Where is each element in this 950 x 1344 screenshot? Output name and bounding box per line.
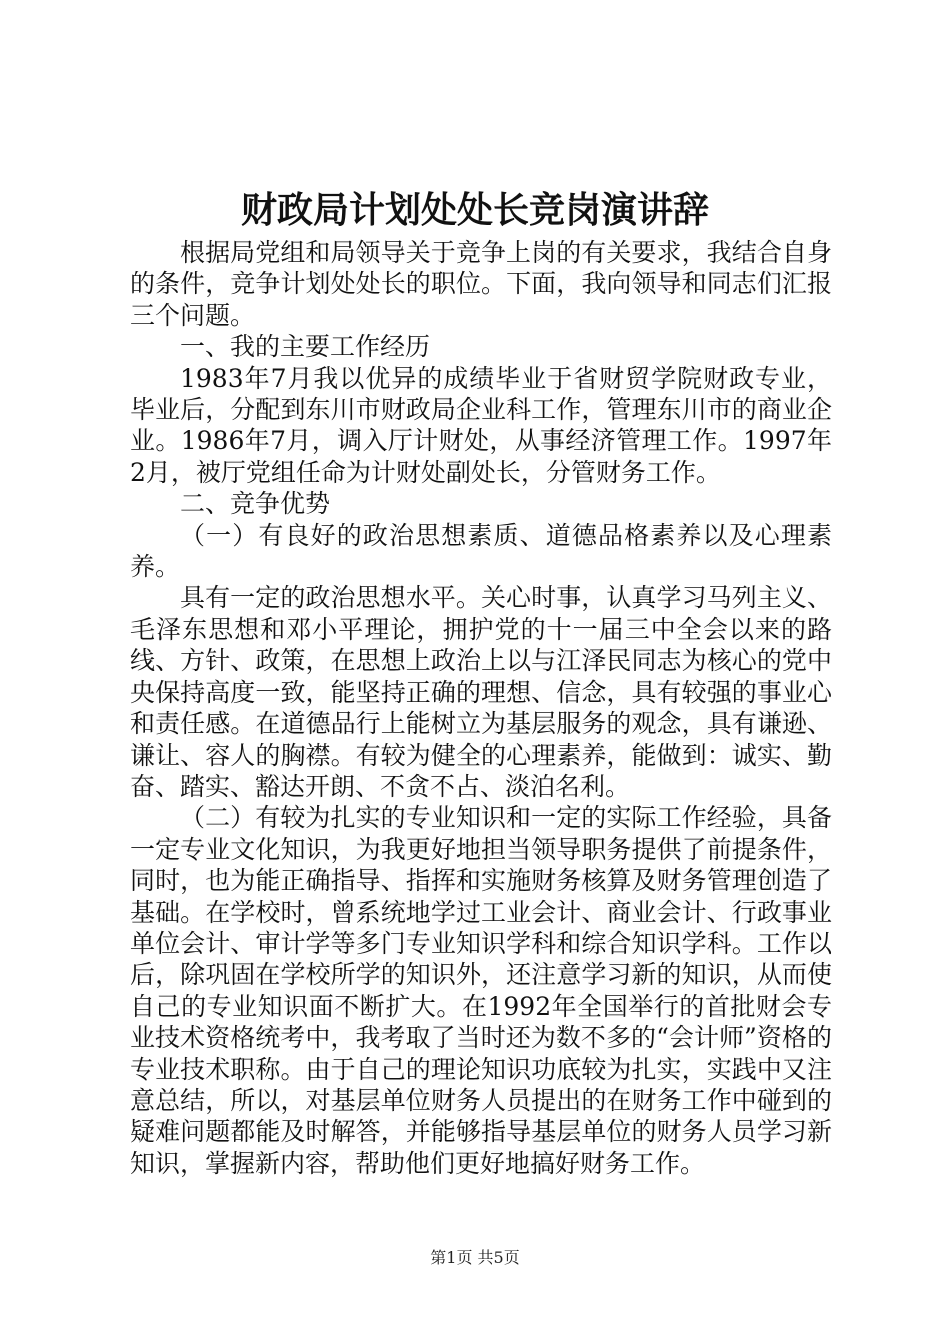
subsection-heading-1: （一）有良好的政治思想素质、道德品格素养以及心理素养。 (130, 520, 832, 582)
paragraph-work-history: 1983年7月我以优异的成绩毕业于省财贸学院财政专业，毕业后，分配到东川市财政局企业科工作，管理东川市的商业企业。1986年7月，调入厅计财处，从事经济管理工作。1997年2月，被厅党组任命为计财处副处长，分管财务工作。 (130, 363, 832, 487)
page-footer: 第1页 共5页 (430, 1248, 520, 1267)
section-heading-1: 一、我的主要工作经历 (180, 332, 431, 362)
document-title: 财政局计划处处长竞岗演讲辞 (240, 189, 709, 231)
paragraph-intro: 根据局党组和局领导关于竞争上岗的有关要求，我结合自身的条件，竞争计划处处长的职位。下面，我向领导和同志们汇报三个问题。 (130, 238, 832, 330)
document-body (130, 237, 832, 1179)
section-heading-2: 二、竞争优势 (180, 489, 331, 519)
paragraph-political: 具有一定的政治思想水平。关心时事，认真学习马列主义、毛泽东思想和邓小平理论，拥护党的十一届三中全会以来的路线、方针、政策，在思想上政治上以与江泽民同志为核心的党中央保持高度一致，能坚持正确的理想、信念，具有较强的事业心和责任感。在道德品行上能树立为基层服务的观念，具有谦逊、谦让、容人的胸襟。有较为健全的心理素养，能做到：诚实、勤奋、踏实、豁达开朗、不贪不占、淡泊名利。 (130, 583, 832, 801)
paragraph-professional: （二）有较为扎实的专业知识和一定的实际工作经验，具备一定专业文化知识，为我更好地担当领导职务提供了前提条件，同时，也为能正确指导、指挥和实施财务核算及财务管理创造了基础。在学校时，曾系统地学过工业会计、商业会计、行政事业单位会计、审计学等多门专业知识学科和综合知识学科。工作以后，除巩固在学校所学的知识外，还注意学习新的知识，从而使自己的专业知识面不断扩大。在1992年全国举行的首批财会专业技术资格统考中，我考取了当时还为数不多的“会计师”资格的专业技术职称。由于自己的理论知识功底较为扎实，实践中又注意总结，所以，对基层单位财务人员提出的在财务工作中碰到的疑难问题都能及时解答，并能够指导基层单位的财务人员学习新知识，掌握新内容，帮助他们更好地搞好财务工作。 (130, 803, 832, 1178)
